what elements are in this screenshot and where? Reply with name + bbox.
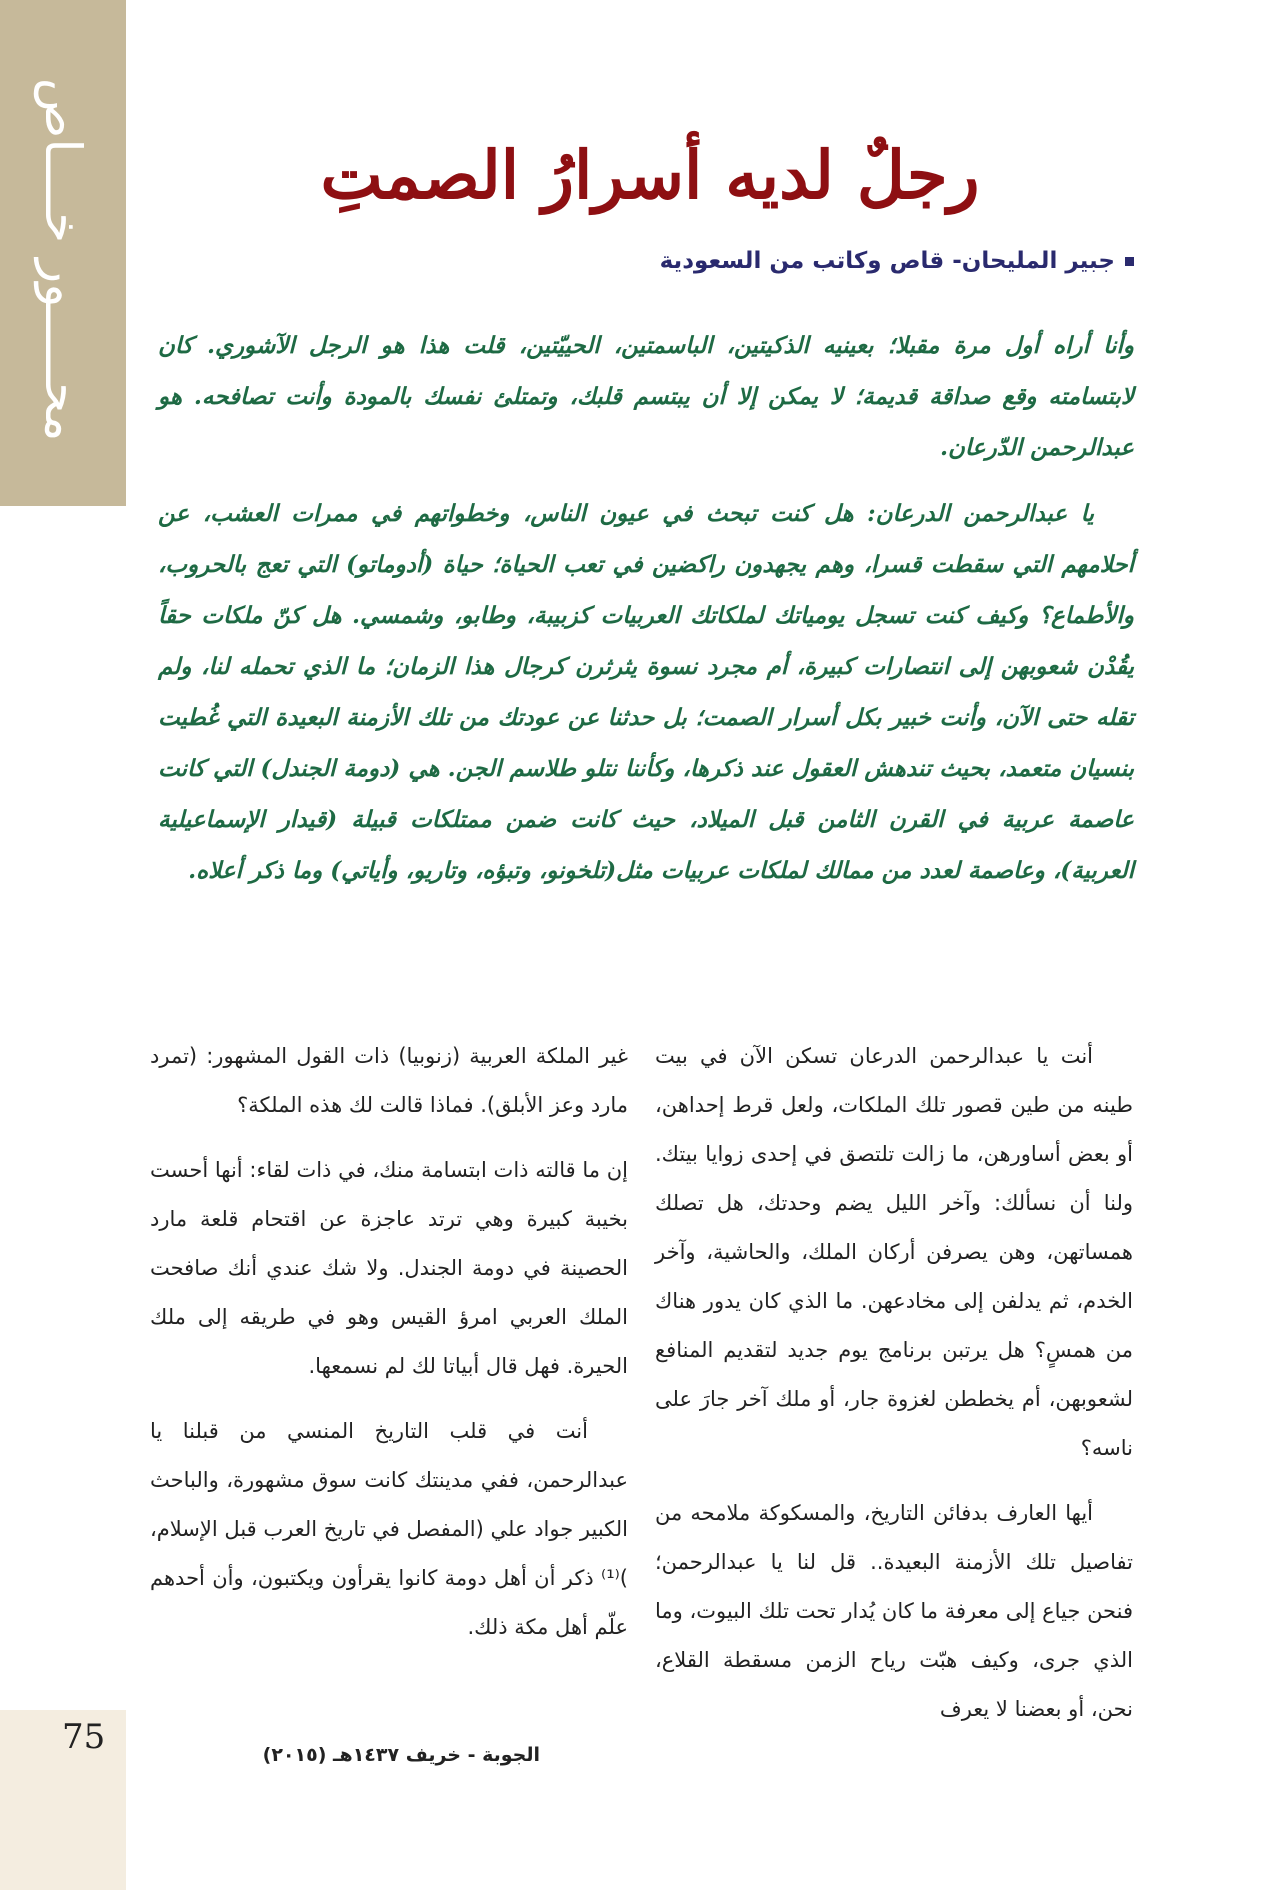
body-paragraph: أيها العارف بدفائن التاريخ، والمسكوكة ملامحه من تفاصيل تلك الأزمنة البعيدة.. قل لنا يا عبدالرحمن؛ فنحن جياع إلى معرفة ما كان يُدار تحت تلك البيوت، وما الذي جرى، وكيف هبّت رياح الزمن مسقطة القلاع، نحن، أو بعضنا لا يعرف — [655, 1501, 1133, 1721]
body-paragraph: أنت في قلب التاريخ المنسي من قبلنا يا عبدالرحمن، ففي مدينتك كانت سوق مشهورة، والباحث الكبير جواد علي (المفصل في تاريخ العرب قبل الإسلام، )⁽¹⁾ ذكر أن أهل دومة كانوا يقرأون ويكتبون، وأن أحدهم علّم أهل مكة ذلك. — [150, 1419, 628, 1639]
byline — [150, 248, 1134, 274]
body-column-left — [150, 1032, 628, 1668]
intro-paragraph: وأنا أراه أول مرة مقبلا؛ بعينيه الذكيتين، الباسمتين، الحييّتين، قلت هذا هو الرجل الآشوري. كان لابتسامته وقع صداقة قديمة؛ لا يمكن إلا أن يبتسم قلبك، وتمتلئ نفسك بالمودة وأنت تصافحه. هو عبدالرحمن الدّرعان. — [158, 332, 1134, 461]
section-side-band — [0, 0, 126, 506]
intro-paragraph: يا عبدالرحمن الدرعان: هل كنت تبحث في عيون الناس، وخطواتهم في ممرات العشب، عن أحلامهم التي سقطت قسرا، وهم يجهدون راكضين في تعب الحياة؛ حياة (أدوماتو) التي تعج بالحروب، والأطماع؟ وكيف كنت تسجل يومياتك لملكاتك العربيات كزبيبة، وطابو، وشمسي. هل كنّ ملكات حقاً يقُدْن شعوبهن إلى انتصارات كبيرة، أم مجرد نسوة يثرثرن كرجال هذا الزمان؛ ما الذي تحمله لنا، ولم تقله حتى الآن، وأنت خبير بكل أسرار الصمت؛ بل حدثنا عن عودتك من تلك الأزمنة البعيدة التي غُطيت بنسيان متعمد، بحيث تندهش العقول عند ذكرها، وكأننا نتلو طلاسم الجن. هي (دومة الجندل) التي كانت عاصمة عربية في القرن الثامن قبل الميلاد، حيث كانت ضمن ممتلكات قبيلة (قيدار الإسماعيلية العربية)، وعاصمة لعدد من ممالك لملكات عربيات مثل(تلخونو، وتبؤه، وتاريو، وأياتي) وما ذكر أعلاه. — [158, 500, 1134, 884]
bullet-square-icon — [1125, 257, 1134, 266]
body-paragraph: إن ما قالته ذات ابتسامة منك، في ذات لقاء: أنها أحست بخيبة كبيرة وهي ترتد عاجزة عن اقتحام قلعة مارد الحصينة في دومة الجندل. ولا شك عندي أنك صافحت الملك العربي امرؤ القيس وهو في طريقه إلى ملك الحيرة. فهل قال أبياتا لك لم نسمعها. — [150, 1158, 628, 1378]
body-paragraph: أنت يا عبدالرحمن الدرعان تسكن الآن في بيت طينه من طين قصور تلك الملكات، ولعل قرط إحداهن، أو بعض أساورهن، ما زالت تلتصق في إحدى زوايا بيتك. ولنا أن نسألك: وآخر الليل يضم وحدتك، هل تصلك همساتهن، وهن يصرفن أركان الملك، والحاشية، وآخر الخدم، ثم يدلفن إلى مخادعهن. ما الذي كان يدور هناك من همسٍ؟ هل يرتبن برنامج يوم جديد لتقديم المنافع لشعوبهن، أم يخططن لغزوة جار، أو ملك آخر جارَ على ناسه؟ — [655, 1044, 1133, 1460]
body-column-right — [655, 1032, 1133, 1750]
byline-text: جبير المليحان- قاص وكاتب من السعودية — [659, 248, 1115, 274]
article-intro — [158, 320, 1134, 896]
article-title: رجلٌ لديه أسرارُ الصمتِ — [320, 136, 980, 214]
body-paragraph: غير الملكة العربية (زنوبيا) ذات القول المشهور: (تمرد مارد وعز الأبلق). فماذا قالت لك هذه الملكة؟ — [150, 1044, 628, 1117]
issue-footer: الجوبة - خريف ١٤٣٧هـ (٢٠١٥) — [262, 1744, 540, 1766]
section-label: محـــــور خــــاص — [34, 78, 92, 442]
page-number: 75 — [62, 1717, 106, 1757]
